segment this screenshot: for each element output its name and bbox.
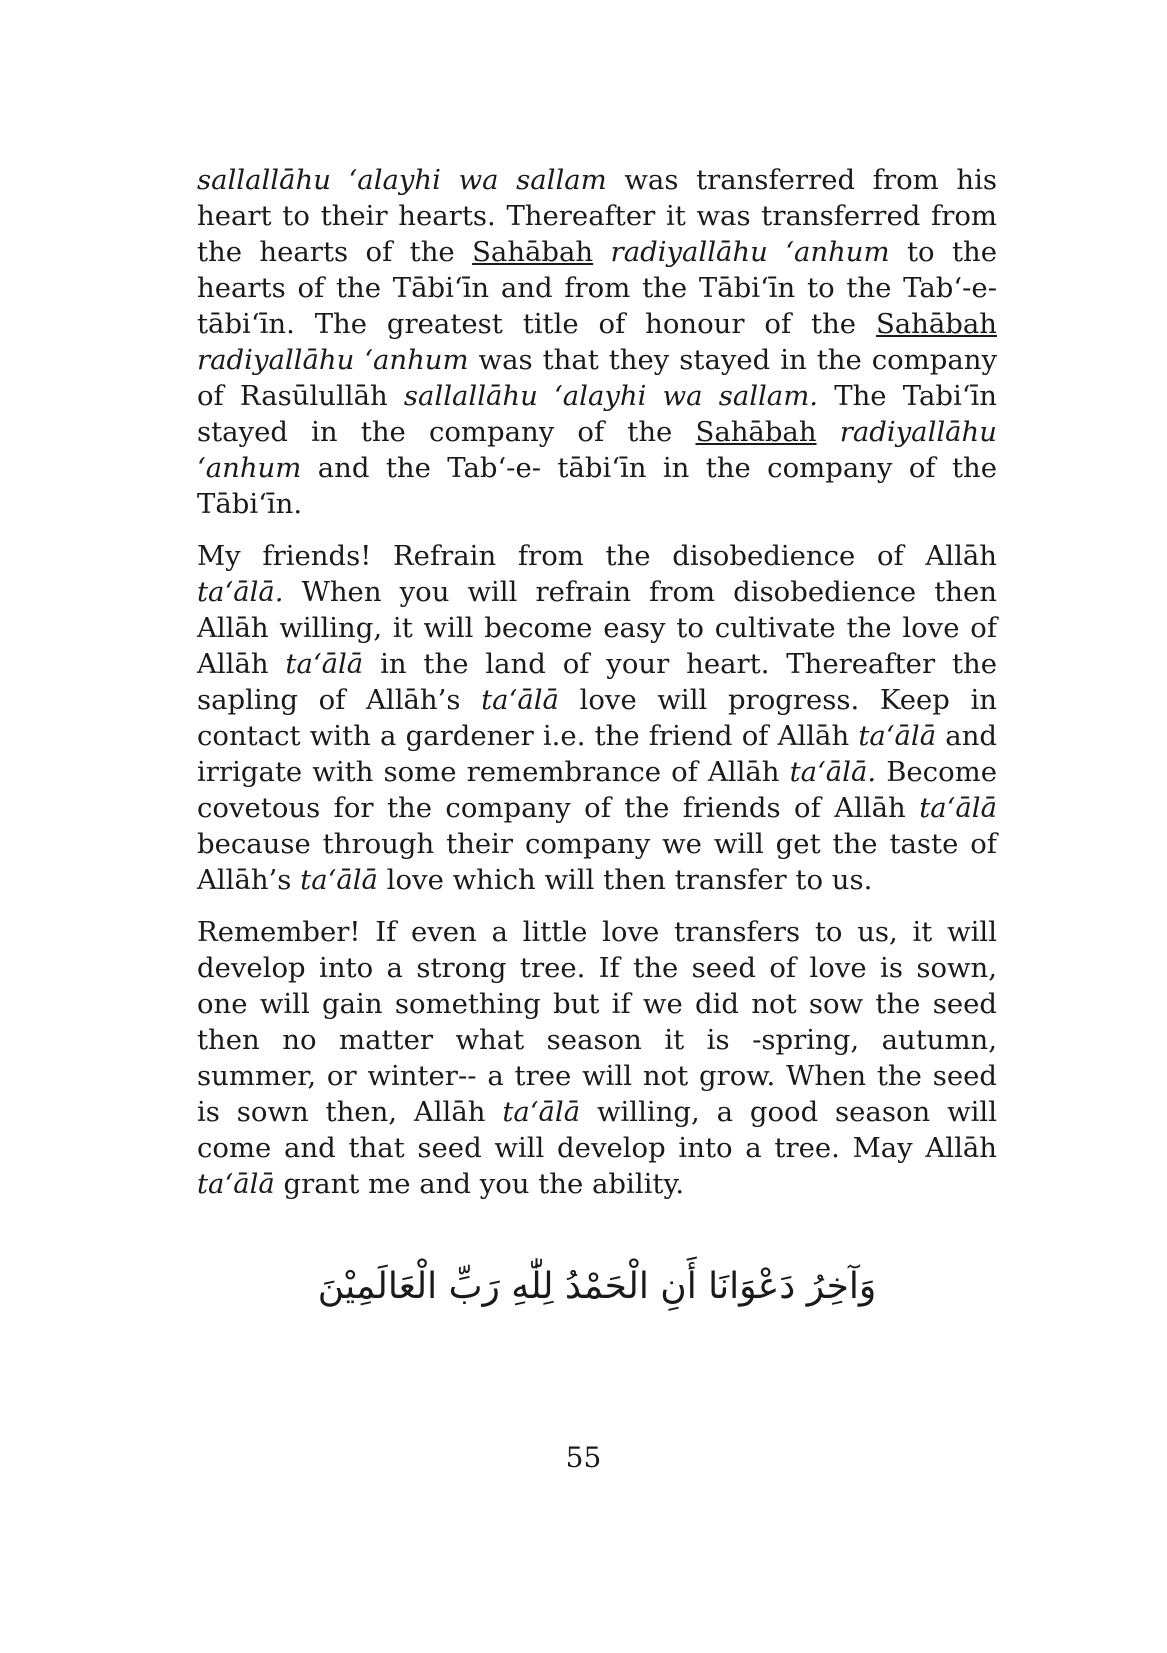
text-run: because through their company we will get the taste of Allāh’s bbox=[197, 828, 997, 896]
underlined-term: Sahābah bbox=[875, 308, 997, 340]
text-run: Remember! If even a little love transfers to us, it will develop into a strong tree. If the seed of love is sown, one will gain something but if we did not sow the seed then no matter what season it is -spring, autumn, summer, or winter-- a tree will not grow. When the seed is sown then, Allāh bbox=[197, 916, 997, 1128]
italic-term: radiyallāhu ʻanhum bbox=[197, 344, 469, 376]
text-run: grant me and you the ability. bbox=[274, 1168, 685, 1200]
text-run: in the land of your heart. Thereafter the sapling of Allāh’s bbox=[197, 648, 997, 716]
paragraph-1 bbox=[197, 162, 997, 522]
italic-term: taʻālā bbox=[300, 864, 378, 896]
text-run: Become covetous for the company of the friends of Allāh bbox=[197, 756, 997, 824]
italic-term: radiyallāhu ʻanhum bbox=[197, 416, 997, 484]
italic-term: radiyallāhu ʻanhum bbox=[610, 236, 890, 268]
text-run: The Tabiʻīn stayed in the company of the bbox=[197, 380, 998, 448]
text-run: love will progress. Keep in contact with a gardener i.e. the friend of Allāh bbox=[197, 684, 998, 752]
italic-term: taʻālā. bbox=[197, 576, 284, 608]
body-text bbox=[197, 162, 997, 1218]
italic-term: taʻālā bbox=[481, 684, 559, 716]
text-run: willing, a good season will come and that seed will develop into a tree. May Allāh bbox=[197, 1096, 997, 1164]
page-number: 55 bbox=[565, 1441, 602, 1474]
arabic-closing-prayer: وَآخِرُ دَعْوَانَا أَنِ الْحَمْدُ لِلّٰهِ رَبِّ الْعَالَمِيْنَ bbox=[317, 1266, 877, 1307]
italic-term: taʻālā bbox=[919, 792, 997, 824]
text-run: When you will refrain from disobedience then Allāh willing, it will become easy to cultivate the love of Allāh bbox=[197, 576, 997, 680]
italic-term: taʻālā bbox=[858, 720, 937, 752]
text-run bbox=[593, 236, 610, 268]
italic-term: taʻālā bbox=[285, 648, 364, 680]
text-run: was transferred from his heart to their hearts. Thereafter it was transferred from the hearts of the bbox=[197, 164, 997, 268]
paragraph-3 bbox=[197, 914, 997, 1202]
text-run: to the hearts of the Tābiʻīn and from the Tābiʻīn to the Tabʻ-e- tābiʻīn. The greatest title of honour of the bbox=[197, 236, 998, 340]
italic-term: sallallāhu ʻalayhi wa sallam. bbox=[403, 380, 819, 412]
italic-term: sallallāhu ʻalayhi wa sallam bbox=[197, 164, 607, 196]
italic-term: taʻālā bbox=[502, 1096, 581, 1128]
text-run: was that they stayed in the company of Rasūlullāh bbox=[197, 344, 997, 412]
text-run: love which will then transfer to us. bbox=[377, 864, 873, 896]
italic-term: taʻālā. bbox=[789, 756, 877, 788]
underlined-term: Sahābah bbox=[695, 416, 817, 448]
underlined-term: Sahābah bbox=[472, 236, 594, 268]
paragraph-2 bbox=[197, 538, 997, 898]
text-run bbox=[817, 416, 840, 448]
italic-term: taʻālā bbox=[197, 1168, 275, 1200]
text-run: and the Tabʻ-e- tābiʻīn in the company of the Tābiʻīn. bbox=[197, 452, 997, 520]
text-run: and irrigate with some remembrance of Allāh bbox=[197, 720, 998, 788]
text-run: My friends! Refrain from the disobedience of Allāh bbox=[197, 540, 997, 572]
